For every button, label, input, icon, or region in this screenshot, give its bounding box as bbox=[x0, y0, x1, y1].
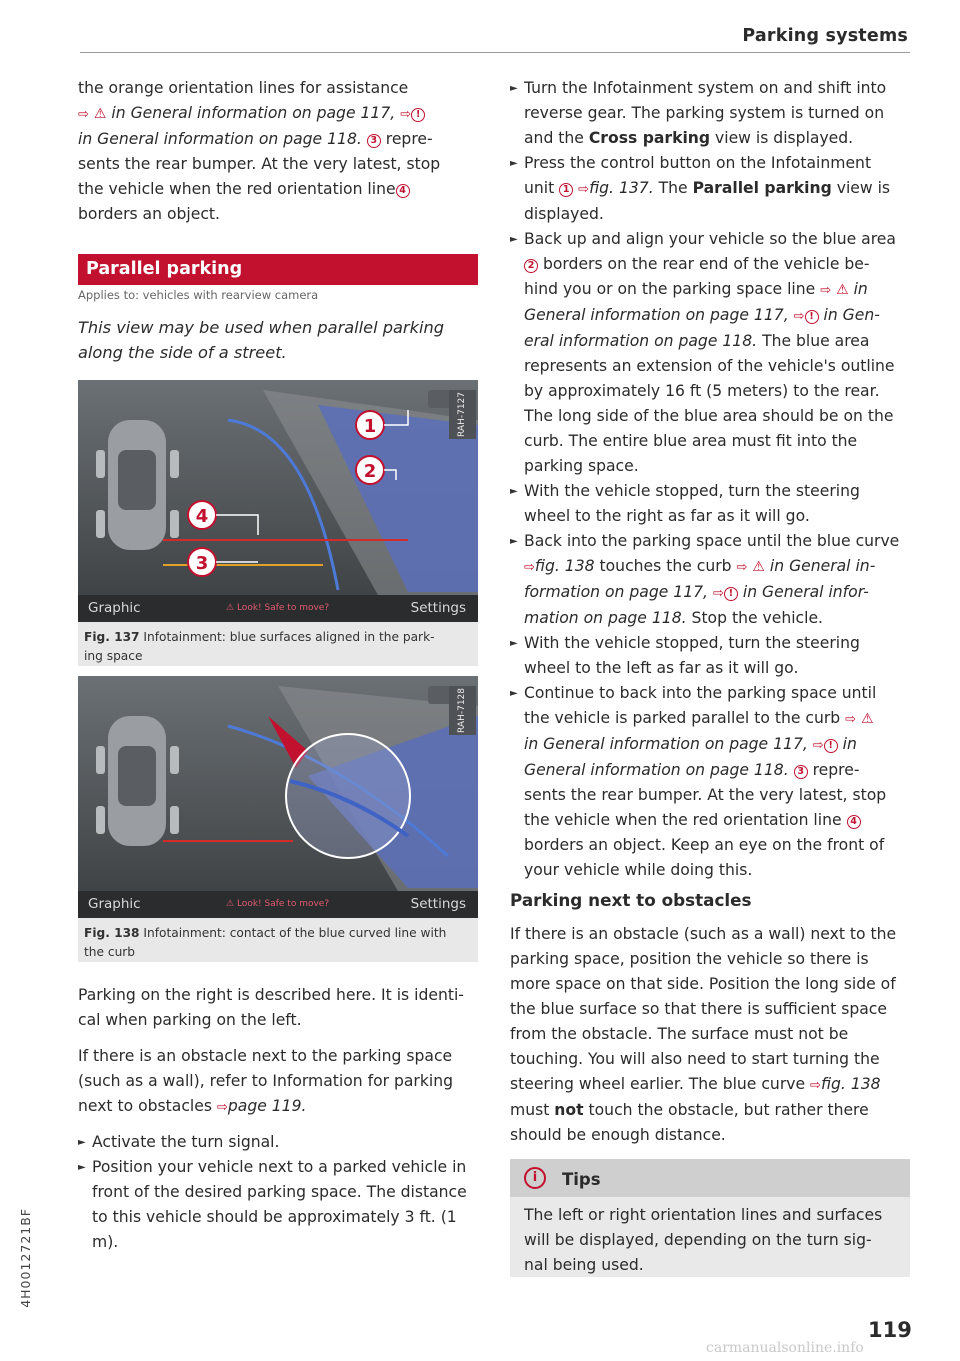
settings-button[interactable]: Settings bbox=[410, 600, 466, 616]
tips-text: The left or right orientation lines and surfaces will be displayed, depending on the turn sig- nal being used. bbox=[524, 1206, 883, 1274]
tips-header bbox=[510, 1159, 910, 1197]
arrow-icon: ⇨ bbox=[810, 1078, 821, 1093]
callout-3-icon: 3 bbox=[794, 765, 808, 779]
warning-icon: ⚠ bbox=[752, 559, 765, 575]
arrow-icon: ⇨ bbox=[400, 107, 412, 122]
text-line: in General information on page 118. 3 repre- bbox=[78, 130, 433, 148]
screen-status-bar bbox=[78, 595, 478, 622]
section-title-parallel-parking: Parallel parking bbox=[78, 254, 478, 285]
warning-icon: ⚠ bbox=[860, 711, 874, 727]
callout-4-icon: 4 bbox=[396, 184, 410, 198]
arrow-icon: ⇨ bbox=[812, 738, 824, 753]
text-line: sents the rear bumper. At the very latest, stop bbox=[78, 155, 441, 173]
callout-4-icon: 4 bbox=[847, 815, 861, 829]
continued-paragraph bbox=[78, 76, 478, 227]
paragraph: Parking on the right is described here. It is identi- cal when parking on the left. bbox=[78, 986, 464, 1029]
warning-icon: ⚠ bbox=[93, 106, 107, 122]
notice-icon: ! bbox=[824, 739, 838, 753]
graphic-button[interactable]: Graphic bbox=[88, 600, 141, 616]
settings-button[interactable]: Settings bbox=[410, 896, 466, 912]
figure-caption: Fig. 138 Infotainment: contact of the blue curved line with the curb bbox=[84, 926, 447, 959]
warning-icon: ⚠ bbox=[836, 282, 849, 298]
list-item: ► Press the control button on the Infotainment unit 1 ⇨fig. 137. The Parallel parking view is displayed. bbox=[510, 151, 910, 227]
screen-status-bar bbox=[78, 891, 478, 918]
list-item: ► With the vehicle stopped, turn the steering wheel to the left as far as it will go. bbox=[510, 631, 910, 681]
notice-icon: ! bbox=[805, 310, 819, 324]
parking-graphic-137 bbox=[78, 380, 478, 622]
arrow-icon: ⇨ bbox=[713, 586, 724, 601]
safety-warning: ⚠ Look! Safe to move? bbox=[226, 899, 330, 909]
header-rule bbox=[80, 52, 910, 53]
step-list bbox=[510, 76, 910, 883]
warning-icon: ⚠ bbox=[226, 899, 235, 909]
text-line bbox=[78, 101, 478, 127]
cross-reference[interactable]: in bbox=[842, 735, 857, 753]
text-line: borders an object. bbox=[78, 205, 220, 223]
paragraph: If there is an obstacle next to the parking space (such as a wall), refer to Information for parking next to obstacles ⇨page 119. bbox=[78, 1047, 453, 1115]
callout-1: 1 bbox=[363, 416, 377, 437]
notice-icon: ! bbox=[411, 108, 425, 122]
info-icon: i bbox=[524, 1167, 546, 1189]
page-title: Parking systems bbox=[742, 26, 908, 46]
parking-graphic-138 bbox=[78, 676, 478, 918]
cross-reference[interactable]: eral information on page 118. bbox=[524, 332, 758, 350]
cross-reference[interactable]: page 119. bbox=[227, 1097, 307, 1115]
list-item: ► Position your vehicle next to a parked vehicle in front of the desired parking space. The distance to this vehicle should be approximately 3 ft. (1 m). bbox=[78, 1155, 478, 1255]
cross-reference[interactable]: in General information on page 118. bbox=[78, 130, 362, 148]
arrow-icon: ⇨ bbox=[820, 283, 832, 298]
cross-reference[interactable]: fig. 138 bbox=[534, 557, 595, 575]
cross-reference[interactable]: General information on page 117, bbox=[524, 306, 789, 324]
text-line: the vehicle when the red orientation line 4 bbox=[78, 177, 478, 202]
arrow-icon: ⇨ bbox=[78, 107, 89, 122]
list-item: ► Back up and align your vehicle so the blue area 2 borders on the rear end of the vehicle be- hind you or on the parking space line ⇨ ⚠ in General information on page 117, ⇨ ! in Gen- eral information on page 118. The blue area represents an extension of the vehicle's outline by approximately 16 ft (5 meters) to the rear. The long side of the blue area should be on the curb. The entire blue area must fit into the parking space. bbox=[510, 227, 910, 479]
list-item: ► Continue to back into the parking space until the vehicle is parked parallel to the curb ⇨ ⚠ in General information on page 117, ⇨ ! in General information on page 118. 3 repre- sents the rear bumper. At the very latest, stop the vehicle when the red orientation line 4 borders an object. Keep an eye on the front of your vehicle while doing this. bbox=[510, 681, 910, 883]
arrow-icon: ⇨ bbox=[793, 309, 805, 324]
callout-2: 2 bbox=[363, 461, 377, 482]
figure-code: RAH-7128 bbox=[449, 686, 476, 735]
tips-title: Tips bbox=[562, 1170, 601, 1189]
notice-icon: ! bbox=[724, 587, 738, 601]
cross-reference[interactable]: in bbox=[853, 280, 868, 298]
figure-138 bbox=[78, 676, 478, 962]
graphic-button[interactable]: Graphic bbox=[88, 896, 141, 912]
arrow-icon: ⇨ bbox=[736, 560, 748, 575]
document-code: 4H0012721BF bbox=[18, 1208, 33, 1308]
arrow-icon: ⇨ bbox=[578, 182, 590, 197]
cross-reference[interactable]: in General information on page 117, bbox=[524, 735, 808, 753]
text-line: the orange orientation lines for assistance bbox=[78, 79, 409, 97]
callout-3-icon: 3 bbox=[367, 134, 381, 148]
page-number: 119 bbox=[868, 1318, 912, 1342]
subheading-obstacles: Parking next to obstacles bbox=[510, 890, 752, 910]
cross-reference[interactable]: formation on page 117, bbox=[524, 583, 709, 601]
cross-reference[interactable]: in General information on page 117, bbox=[111, 104, 396, 122]
arrow-icon: ⇨ bbox=[524, 560, 535, 575]
cross-reference[interactable]: fig. 138 bbox=[820, 1075, 881, 1093]
callout-2-icon: 2 bbox=[524, 259, 538, 273]
list-item: ► Turn the Infotainment system on and shift into reverse gear. The parking system is turned on and the Cross parking view is displayed. bbox=[510, 76, 910, 151]
cross-reference[interactable]: mation on page 118. bbox=[524, 609, 687, 627]
intro-text: This view may be used when parallel parking along the side of a street. bbox=[78, 318, 444, 362]
warning-icon: ⚠ bbox=[226, 603, 235, 613]
obstacle-paragraph: If there is an obstacle (such as a wall) next to the parking space, position the vehicle so there is more space on that side. Position the long side of the blue surface so that there is sufficient space from the obstacle. The surface must not be touching. You will also need to start turning the steering wheel earlier. The blue curve ⇨fig. 138 must not touch the obstacle, but rather there should be enough distance. bbox=[510, 925, 897, 1144]
safety-warning: ⚠ Look! Safe to move? bbox=[226, 603, 330, 613]
infotainment-screen-137 bbox=[78, 380, 478, 622]
arrow-icon: ⇨ bbox=[216, 1100, 228, 1115]
applies-note: Applies to: vehicles with rearview camera bbox=[78, 288, 319, 302]
tips-box bbox=[510, 1159, 910, 1277]
cross-reference[interactable]: in Gen- bbox=[823, 306, 880, 324]
figure-caption: Fig. 137 Infotainment: blue surfaces aligned in the park- ing space bbox=[84, 630, 435, 663]
callout-1-icon: 1 bbox=[559, 183, 573, 197]
callout-3: 3 bbox=[195, 553, 209, 574]
cross-reference[interactable]: fig. 137. bbox=[589, 179, 654, 197]
cross-reference[interactable]: in General in- bbox=[769, 557, 876, 575]
step-list bbox=[78, 1130, 478, 1255]
cross-reference[interactable]: in General infor- bbox=[742, 583, 869, 601]
infotainment-screen-138 bbox=[78, 676, 478, 918]
arrow-icon: ⇨ bbox=[845, 712, 857, 727]
list-item: ► With the vehicle stopped, turn the steering wheel to the right as far as it will go. bbox=[510, 479, 910, 529]
list-item: ► Activate the turn signal. bbox=[78, 1130, 478, 1155]
figure-137 bbox=[78, 380, 478, 666]
watermark: carmanualsonline.info bbox=[706, 1340, 864, 1356]
callout-4: 4 bbox=[195, 506, 209, 527]
list-item: ► Back into the parking space until the blue curve ⇨fig. 138 touches the curb ⇨ ⚠ in General in- formation on page 117, ⇨ ! in General infor- mation on page 118. Stop the vehicle. bbox=[510, 529, 910, 631]
cross-reference[interactable]: General information on page 118. bbox=[524, 761, 789, 779]
figure-code: RAH-7127 bbox=[449, 390, 476, 439]
